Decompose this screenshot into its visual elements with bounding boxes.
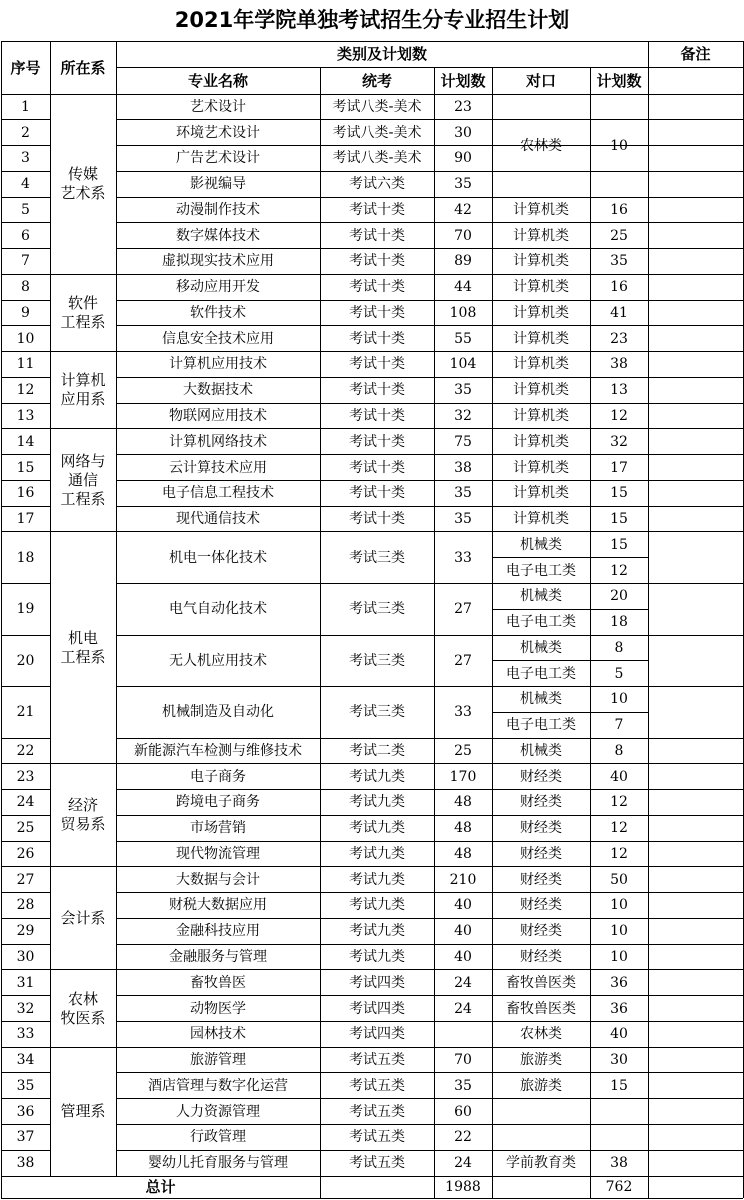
row-major: 人力资源管理 [176, 1103, 260, 1120]
row-counter-plan: 38 [610, 356, 628, 373]
row-plan: 170 [449, 768, 477, 785]
row-exam: 考试十类 [349, 511, 405, 528]
row-counter: 财经类 [520, 871, 562, 888]
row-counter-plan: 16 [610, 201, 628, 218]
row-seq: 14 [16, 433, 35, 450]
row-exam: 考试十类 [349, 279, 405, 296]
row-exam: 考试十类 [349, 201, 405, 218]
row-major: 现代通信技术 [176, 511, 260, 528]
row-counter: 学前教育类 [506, 1155, 576, 1172]
row-major: 金融科技应用 [176, 923, 260, 940]
table-rule [492, 660, 648, 661]
row-exam: 考试九类 [349, 923, 405, 940]
row-seq: 36 [16, 1103, 35, 1120]
row-major: 动漫制作技术 [176, 201, 260, 218]
row-counter-plan: 17 [610, 459, 628, 476]
row-seq: 34 [16, 1052, 35, 1069]
row-counter: 财经类 [520, 768, 562, 785]
row-exam: 考试四类 [349, 1026, 405, 1043]
row-seq: 25 [16, 820, 35, 837]
row-exam: 考试十类 [349, 433, 405, 450]
row-exam: 考试五类 [349, 1052, 405, 1069]
row-plan: 35 [454, 511, 472, 528]
row-major: 婴幼儿托育服务与管理 [148, 1155, 288, 1172]
row-seq: 6 [21, 227, 30, 244]
row-counter-plan: 41 [610, 304, 628, 321]
department-name: 传媒 艺术系 [60, 165, 106, 203]
row-major: 财税大数据应用 [169, 897, 267, 914]
row-plan: 44 [454, 279, 472, 296]
table-rule [590, 67, 591, 1198]
row-major: 无人机应用技术 [169, 652, 267, 669]
row-plan: 75 [454, 433, 472, 450]
row-seq: 13 [16, 408, 35, 425]
table-rule [743, 41, 744, 1198]
row-seq: 33 [16, 1026, 35, 1043]
row-major: 旅游管理 [190, 1052, 246, 1069]
row-counter: 机械类 [520, 588, 562, 605]
table-rule [648, 41, 649, 1198]
row-exam: 考试三类 [349, 601, 405, 618]
row-exam: 考试八类-美术 [332, 124, 422, 141]
row-plan: 40 [454, 897, 472, 914]
row-major: 新能源汽车检测与维修技术 [134, 742, 302, 759]
row-plan: 104 [449, 356, 477, 373]
row-major: 广告艺术设计 [176, 150, 260, 167]
row-counter: 计算机类 [513, 408, 569, 425]
header-remark: 备注 [680, 45, 711, 63]
row-counter-plan: 20 [610, 588, 628, 605]
row-seq: 5 [21, 201, 30, 218]
row-counter: 财经类 [520, 794, 562, 811]
row-plan: 24 [454, 1155, 472, 1172]
row-major: 畜牧兽医 [190, 974, 246, 991]
row-seq: 24 [16, 794, 35, 811]
row-plan: 70 [454, 1052, 472, 1069]
row-plan: 35 [454, 382, 472, 399]
row-counter-plan: 10 [610, 923, 628, 940]
department-name: 经济 贸易系 [60, 796, 106, 834]
row-plan: 33 [454, 549, 472, 566]
row-counter: 计算机类 [513, 433, 569, 450]
row-counter: 计算机类 [513, 511, 569, 528]
row-counter: 计算机类 [513, 227, 569, 244]
table-rule [492, 557, 648, 558]
header-major: 专业名称 [187, 71, 248, 90]
row-counter-plan: 15 [610, 485, 628, 502]
row-seq: 8 [21, 279, 30, 296]
row-plan [434, 1021, 492, 1047]
header-plan: 计划数 [440, 71, 486, 90]
table-rule [1, 1198, 743, 1199]
row-seq: 1 [21, 98, 30, 115]
row-counter: 财经类 [520, 845, 562, 862]
row-counter: 计算机类 [513, 304, 569, 321]
row-major: 大数据与会计 [176, 871, 260, 888]
row-counter-plan: 10 [610, 949, 628, 966]
row-counter: 财经类 [520, 820, 562, 837]
row-seq: 11 [16, 356, 35, 373]
row-major: 机电一体化技术 [169, 549, 267, 566]
row-counter-plan: 15 [610, 1077, 628, 1094]
table-rule [116, 41, 117, 1176]
header-exam: 统考 [361, 71, 392, 90]
table-rule [320, 67, 321, 1198]
row-exam: 考试十类 [349, 227, 405, 244]
row-plan: 48 [454, 794, 472, 811]
row-counter-plan: 23 [610, 330, 628, 347]
row-exam: 考试八类-美术 [332, 98, 422, 115]
row-exam: 考试十类 [349, 356, 405, 373]
row-exam: 考试九类 [349, 871, 405, 888]
row-plan: 24 [454, 1000, 472, 1017]
row-major: 跨境电子商务 [176, 794, 260, 811]
row-seq: 37 [16, 1129, 35, 1146]
row-counter-plan: 36 [610, 974, 628, 991]
row-major: 大数据技术 [183, 382, 253, 399]
row-seq: 19 [16, 601, 35, 618]
row-counter: 机械类 [520, 536, 562, 553]
row-exam: 考试八类-美术 [332, 150, 422, 167]
row-exam: 考试九类 [349, 949, 405, 966]
row-plan: 35 [454, 1077, 472, 1094]
row-seq: 15 [16, 459, 35, 476]
row-counter-plan: 13 [610, 382, 628, 399]
row-counter: 计算机类 [513, 201, 569, 218]
row-counter: 计算机类 [513, 253, 569, 270]
row-seq: 31 [16, 974, 35, 991]
row-major: 园林技术 [190, 1026, 246, 1043]
row-counter-plan: 10 [610, 897, 628, 914]
row-plan: 30 [454, 124, 472, 141]
row-counter: 畜牧兽医类 [506, 974, 576, 991]
row-exam: 考试十类 [349, 382, 405, 399]
row-seq: 3 [21, 150, 30, 167]
row-major: 环境艺术设计 [176, 124, 260, 141]
row-counter: 农林类 [520, 1026, 562, 1043]
page-title: 2021年学院单独考试招生分专业招生计划 [174, 8, 570, 32]
header-group: 类别及计划数 [336, 45, 427, 63]
row-plan: 22 [454, 1129, 472, 1146]
row-counter-plan: 12 [610, 794, 628, 811]
table-rule [492, 67, 493, 1198]
row-plan: 90 [454, 150, 472, 167]
row-counter-plan: 18 [610, 614, 628, 631]
row-seq: 27 [16, 871, 35, 888]
row-counter: 计算机类 [513, 459, 569, 476]
table-rule [1, 41, 743, 42]
row-counter: 电子电工类 [506, 717, 576, 734]
row-major: 行政管理 [190, 1129, 246, 1146]
table-rule [492, 609, 648, 610]
row-major: 虚拟现实技术应用 [162, 253, 274, 270]
row-seq: 32 [16, 1000, 35, 1017]
row-plan: 27 [454, 601, 472, 618]
header-seq: 序号 [10, 58, 41, 77]
row-exam: 考试六类 [349, 176, 405, 193]
row-major: 电子信息工程技术 [162, 485, 274, 502]
row-plan: 32 [454, 408, 472, 425]
row-counter: 电子电工类 [506, 614, 576, 631]
row-exam: 考试三类 [349, 549, 405, 566]
row-major: 艺术设计 [190, 98, 246, 115]
row-seq: 16 [16, 485, 35, 502]
row-major: 云计算技术应用 [169, 459, 267, 476]
table-rule [492, 712, 648, 713]
row-counter-plan: 25 [610, 227, 628, 244]
row-exam: 考试九类 [349, 845, 405, 862]
row-exam: 考试五类 [349, 1077, 405, 1094]
row-plan: 42 [454, 201, 472, 218]
row-seq: 28 [16, 897, 35, 914]
row-seq: 17 [16, 511, 35, 528]
row-counter-plan: 15 [610, 536, 628, 553]
row-seq: 10 [16, 330, 35, 347]
row-major: 移动应用开发 [176, 279, 260, 296]
row-major: 市场营销 [190, 820, 246, 837]
row-counter-plan: 15 [610, 511, 628, 528]
row-counter: 计算机类 [513, 279, 569, 296]
row-counter: 旅游类 [520, 1077, 562, 1094]
row-plan: 23 [454, 98, 472, 115]
row-seq: 9 [21, 304, 30, 321]
row-plan: 48 [454, 820, 472, 837]
row-counter-plan: 35 [610, 253, 628, 270]
total-label: 总计 [145, 1178, 176, 1196]
row-major: 信息安全技术应用 [162, 330, 274, 347]
row-exam: 考试十类 [349, 304, 405, 321]
row-counter-plan: 7 [614, 717, 624, 734]
row-seq: 29 [16, 923, 35, 940]
department-name: 管理系 [60, 1102, 106, 1121]
row-plan: 27 [454, 652, 472, 669]
row-plan: 24 [454, 974, 472, 991]
row-counter: 机械类 [520, 691, 562, 708]
department-name: 农林 牧医系 [60, 989, 106, 1027]
row-counter: 财经类 [520, 897, 562, 914]
row-counter: 机械类 [520, 639, 562, 656]
row-plan: 40 [454, 923, 472, 940]
row-counter: 财经类 [520, 923, 562, 940]
row-exam: 考试十类 [349, 330, 405, 347]
row-exam: 考试十类 [349, 459, 405, 476]
row-major: 数字媒体技术 [176, 227, 260, 244]
row-seq: 21 [16, 704, 35, 721]
row-counter-plan: 40 [610, 1026, 628, 1043]
row-major: 机械制造及自动化 [162, 704, 274, 721]
row-counter: 计算机类 [513, 382, 569, 399]
row-seq: 30 [16, 949, 35, 966]
row-exam: 考试二类 [349, 742, 405, 759]
row-major: 动物医学 [190, 1000, 246, 1017]
row-exam: 考试五类 [349, 1155, 405, 1172]
department-name: 计算机 应用系 [60, 371, 106, 409]
row-seq: 35 [16, 1077, 35, 1094]
row-major: 金融服务与管理 [169, 949, 267, 966]
row-plan: 70 [454, 227, 472, 244]
row-plan: 55 [454, 330, 472, 347]
row-counter-plan: 50 [610, 871, 628, 888]
row-counter: 机械类 [520, 742, 562, 759]
row-plan: 40 [454, 949, 472, 966]
row-counter-plan: 5 [614, 665, 624, 682]
row-plan: 48 [454, 845, 472, 862]
row-exam: 考试九类 [349, 794, 405, 811]
row-counter-plan: 12 [610, 820, 628, 837]
header-dept: 所在系 [60, 58, 106, 77]
table-rule [1, 41, 2, 1198]
row-counter-plan: 36 [610, 1000, 628, 1017]
table-rule [434, 67, 435, 1198]
row-major: 影视编导 [190, 176, 246, 193]
row-plan: 25 [454, 742, 472, 759]
row-counter-plan: 16 [610, 279, 628, 296]
row-exam: 考试五类 [349, 1103, 405, 1120]
row-seq: 2 [21, 124, 30, 141]
row-counter-plan: 12 [610, 562, 628, 579]
row-plan: 38 [454, 459, 472, 476]
row-counter: 财经类 [520, 949, 562, 966]
row-counter-plan: 8 [614, 639, 624, 656]
row-plan: 35 [454, 485, 472, 502]
row-counter: 畜牧兽医类 [506, 1000, 576, 1017]
row-counter: 计算机类 [513, 356, 569, 373]
row-seq: 20 [16, 652, 35, 669]
row-exam: 考试四类 [349, 1000, 405, 1017]
row-major: 软件技术 [190, 304, 246, 321]
row-plan: 35 [454, 176, 472, 193]
row-counter: 计算机类 [513, 485, 569, 502]
row-major: 物联网应用技术 [169, 408, 267, 425]
row-exam: 考试九类 [349, 897, 405, 914]
row-plan: 210 [449, 871, 477, 888]
row-plan: 108 [449, 304, 477, 321]
row-seq: 7 [21, 253, 30, 270]
department-name: 软件 工程系 [60, 293, 106, 331]
row-counter-plan: 10 [610, 691, 628, 708]
row-counter-plan: 12 [610, 408, 628, 425]
merged-counter-plan: 10 [610, 137, 628, 154]
row-exam: 考试十类 [349, 253, 405, 270]
row-seq: 23 [16, 768, 35, 785]
row-counter-plan: 38 [610, 1155, 628, 1172]
table-rule [50, 41, 51, 1176]
row-counter-plan: 8 [614, 742, 624, 759]
header-counter-plan: 计划数 [596, 71, 642, 90]
total-counter-plan: 762 [605, 1179, 633, 1195]
row-seq: 26 [16, 845, 35, 862]
row-exam: 考试四类 [349, 974, 405, 991]
row-major: 酒店管理与数字化运营 [148, 1077, 288, 1094]
row-counter-plan: 12 [610, 845, 628, 862]
row-major: 电气自动化技术 [169, 601, 267, 618]
row-plan: 33 [454, 704, 472, 721]
department-name: 网络与 通信 工程系 [60, 451, 106, 508]
merged-counter: 农林类 [520, 137, 562, 154]
header-counter: 对口 [525, 71, 556, 90]
row-seq: 22 [16, 742, 35, 759]
row-major: 计算机应用技术 [169, 356, 267, 373]
row-counter: 计算机类 [513, 330, 569, 347]
row-seq: 12 [16, 382, 35, 399]
row-exam: 考试三类 [349, 652, 405, 669]
row-exam: 考试九类 [349, 768, 405, 785]
department-name: 会计系 [60, 908, 106, 927]
row-counter-plan: 40 [610, 768, 628, 785]
row-plan: 89 [454, 253, 472, 270]
row-counter: 电子电工类 [506, 665, 576, 682]
row-counter-plan: 32 [610, 433, 628, 450]
table-rule [116, 67, 743, 68]
row-exam: 考试十类 [349, 408, 405, 425]
row-major: 计算机网络技术 [169, 433, 267, 450]
row-counter-plan: 30 [610, 1052, 628, 1069]
total-plan: 1988 [445, 1179, 481, 1195]
row-counter: 旅游类 [520, 1052, 562, 1069]
row-seq: 4 [21, 176, 30, 193]
row-exam: 考试九类 [349, 820, 405, 837]
row-exam: 考试十类 [349, 485, 405, 502]
department-name: 机电 工程系 [60, 628, 106, 666]
row-seq: 18 [16, 549, 35, 566]
row-major: 电子商务 [190, 768, 246, 785]
row-major: 现代物流管理 [176, 845, 260, 862]
row-exam: 考试三类 [349, 704, 405, 721]
row-seq: 38 [16, 1155, 35, 1172]
row-exam: 考试五类 [349, 1129, 405, 1146]
row-plan: 60 [454, 1103, 472, 1120]
row-counter: 电子电工类 [506, 562, 576, 579]
